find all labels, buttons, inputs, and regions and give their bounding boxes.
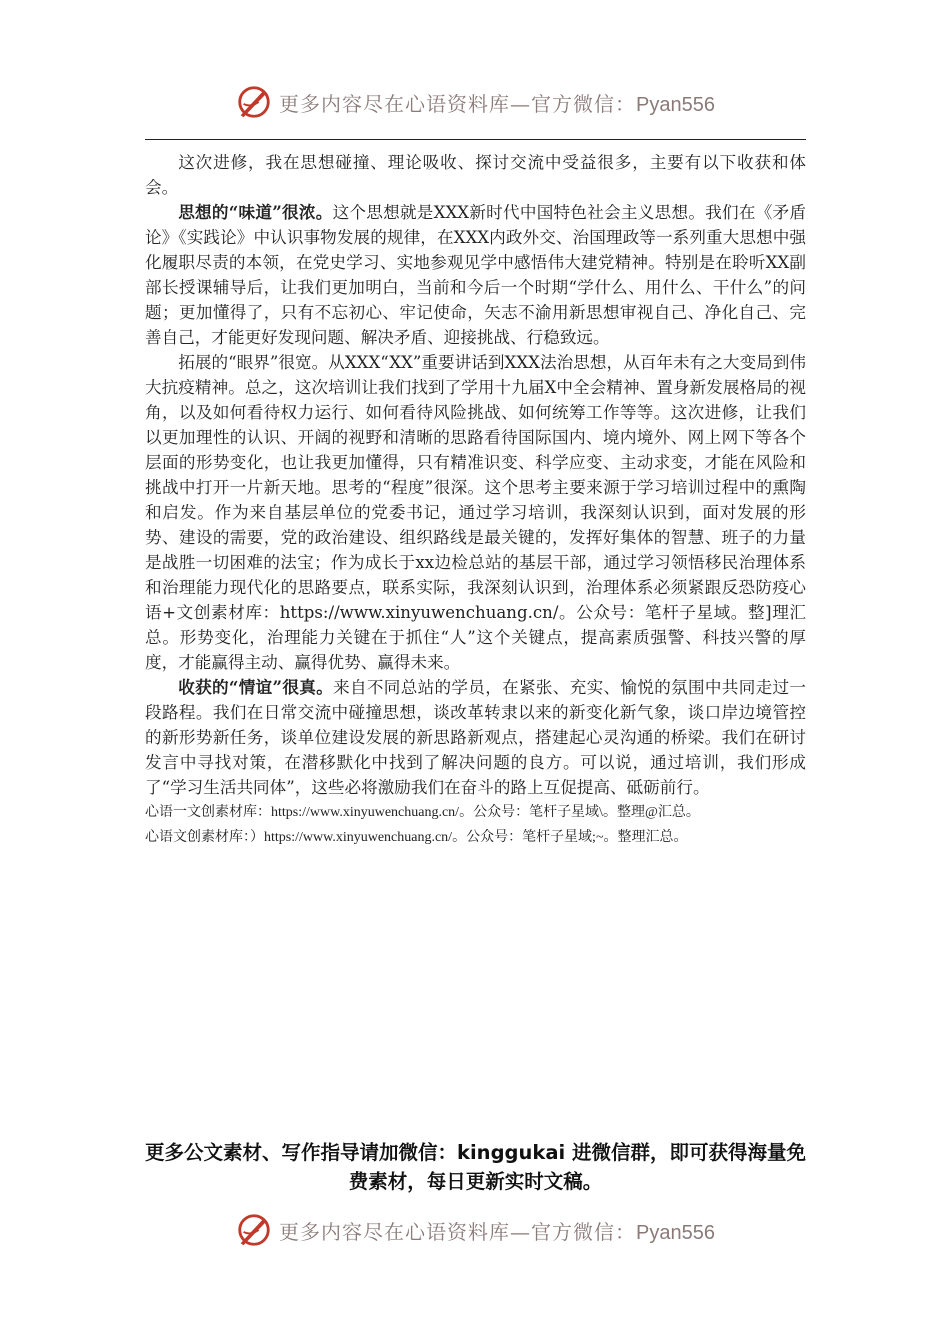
section1-text: 这个思想就是XXX新时代中国特色社会主义思想。我们在《矛盾论》《实践论》中认识事物发展的规律，在XXX内政外交、治国理政等一系列重大思想中强化履职尽责的本领，在党史学习、实地参观见学中感悟伟大建党精神。特别是在聆听XX副部长授课辅导后，让我们更加明白，当前和今后一个时期“学什么、用什么、干什么”的问题；更加懂得了，只有不忘初心、牢记使命，矢志不渝用新思想审视自己、净化自己、完善自己，才能更好发现问题、解决矛盾、迎接挑战、行稳致远。 [145,203,806,347]
section3-paragraph [145,675,806,800]
footer-promo: 更多公文素材、写作指导请加微信：kinggukai 进微信群，即可获得海量免费素材，每日更新实时文稿。 [145,1141,806,1193]
source-note-2: 心语文创素材库：）https://www.xinyuwenchuang.cn/。公众号：笔杆子星域;~。整理汇总。 [145,830,688,845]
pen-logo-icon [235,1211,273,1249]
footer-banner [0,1210,950,1250]
section2-paragraph: 拓展的“眼界”很宽。从XXX“XX”重要讲话到XXX法治思想，从百年未有之大变局到伟大抗疫精神。总之，这次培训让我们找到了学用十九届X中全会精神、置身新发展格局的视角，以及如何看待权力运行、如何看待风险挑战、如何统筹工作等等。这次进修，让我们以更加理性的认识、开阔的视野和清晰的思路看待国际国内、境内境外、网上网下等各个层面的形势变化，也让我更加懂得，只有精准识变、科学应变、主动求变，才能在风险和挑战中打开一片新天地。思考的“程度”很深。这个思考主要来源于学习培训过程中的熏陶和启发。作为来自基层单位的党委书记，通过学习培训，我深刻认识到，面对发展的形势、建设的需要，党的政治建设、组织路线是最关键的，发挥好集体的智慧、班子的力量是战胜一切困难的法宝；作为成长于xx边检总站的基层干部，通过学习领悟移民治理体系和治理能力现代化的思路要点，联系实际，我深刻认识到，治理体系必须紧跟反恐防疫心语+文创素材库：https://www.xinyuwenchuang.cn/。公众号：笔杆子星域。整]理汇总。形势变化，治理能力关键在于抓住“人”这个关键点，提高素质强警、科技兴警的厚度，才能赢得主动、赢得优势、赢得未来。 [145,353,806,672]
header-banner [0,82,950,122]
section1-paragraph [145,200,806,350]
header-wechat-id: Pyan556 [636,93,715,116]
header-divider [145,139,806,140]
document-body [145,150,806,850]
footer-wechat-id: Pyan556 [636,1221,715,1244]
source-note-1: 心语一文创素材库：https://www.xinyuwenchuang.cn/。公众号：笔杆子星域\。整理@汇总。 [145,805,700,820]
section3-text: 来自不同总站的学员，在紧张、充实、愉悦的氛围中共同走过一段路程。我们在日常交流中碰撞思想，谈改革转隶以来的新变化新气象，谈口岸边境管控的新形势新任务，谈单位建设发展的新思路新观点，搭建起心灵沟通的桥梁。我们在研讨发言中寻找对策，在潜移默化中找到了解决问题的良方。可以说，通过培训，我们形成了“学习生活共同体”，这些必将激励我们在奋斗的路上互促提高、砥砺前行。 [145,678,806,797]
footer-site-text [279,1216,715,1245]
pen-logo-icon [235,83,273,121]
header-site-label: 更多内容尽在心语资料库—官方微信： [279,91,637,116]
section1-heading: 思想的“味道”很浓。 [178,202,333,222]
intro-paragraph: 这次进修，我在思想碰撞、理论吸收、探讨交流中受益很多，主要有以下收获和体会。 [145,153,806,197]
footer-site-label: 更多内容尽在心语资料库—官方微信： [279,1219,637,1244]
header-site-text [279,88,715,117]
section3-heading: 收获的“情谊”很真。 [178,677,334,697]
